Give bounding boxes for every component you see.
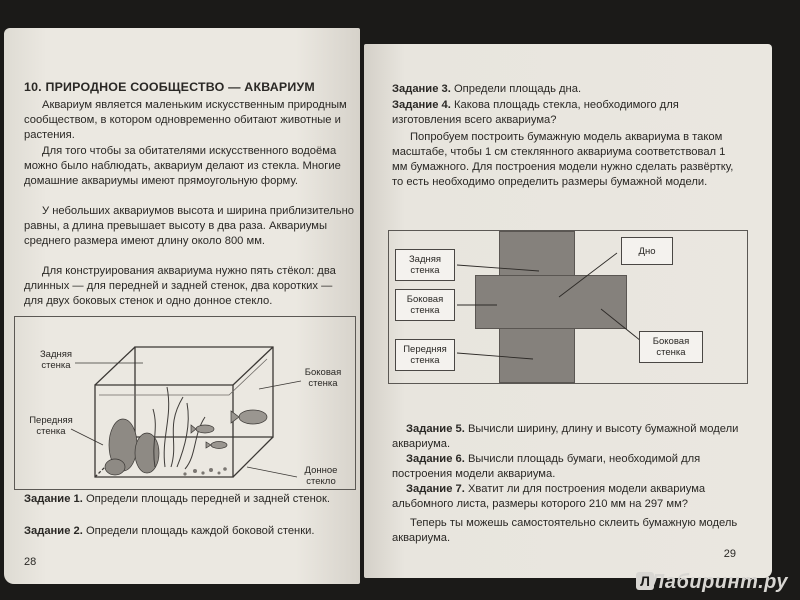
paragraph-2: Для того чтобы за обитателями искусственного водоёма можно было наблюдать, аквариум делают из стекла. Многие домашние аквариумы имеют прямоугольную форму. (24, 145, 341, 187)
task-3 (392, 82, 742, 97)
paragraph-4: Для конструирования аквариума нужно пять стёкол: два длинных — для передней и задней стенок, два коротких — для двух боковых стенок и одно донное стекло. (24, 265, 336, 307)
box-back-wall: Задняя стенка (395, 249, 455, 281)
watermark: Лабиринт.ру (650, 571, 788, 593)
task-2-text: Определи площадь каждой боковой стенки. (85, 525, 315, 537)
section-title: 10. ПРИРОДНОЕ СООБЩЕСТВО — АКВАРИУМ (24, 80, 315, 94)
task-5 (392, 422, 742, 452)
right-page (364, 44, 772, 578)
task-5-label: Задание 5. (406, 423, 465, 435)
label-bottom-glass: Донное стекло (304, 465, 338, 487)
page-number-right: 29 (723, 548, 736, 560)
watermark-logo-icon: Л (636, 572, 654, 590)
task-7-text: Хватит ли для построения модели аквариума альбомного листа, размеры которого 210 мм на 297 мм? (392, 483, 706, 510)
task-3-label: Задание 3. (392, 83, 451, 95)
box-front-wall: Передняя стенка (395, 339, 455, 371)
paragraph-1: Аквариум является маленьким искусственным природным сообществом, в котором одновременно обитают животные и растения. (24, 99, 347, 141)
paragraph-3: У небольших аквариумов высота и ширина приблизительно равны, а длина превышает высоту в два раза. Аквариумы среднего размера имеют длину около 800 мм. (24, 205, 354, 247)
task-4 (392, 98, 742, 128)
task-3-text: Определи площадь дна. (453, 83, 582, 95)
task-6 (392, 452, 742, 482)
box-bottom: Дно (621, 237, 673, 265)
task-2-label: Задание 2. (24, 525, 83, 537)
task-1-text: Определи площадь передней и задней стенок. (85, 493, 330, 505)
task-2 (24, 524, 354, 539)
label-side-wall: Боковая стенка (304, 367, 342, 389)
box-side-wall-right: Боковая стенка (639, 331, 703, 363)
box-side-wall: Боковая стенка (395, 289, 455, 321)
aquarium-drawing (15, 317, 355, 489)
task-7-label: Задание 7. (406, 483, 465, 495)
label-back-wall: Задняя стенка (39, 349, 73, 371)
left-page (4, 28, 360, 584)
aquarium-figure (14, 316, 356, 490)
net-diagram (388, 230, 748, 384)
label-front-wall: Передняя стенка (29, 415, 73, 437)
task-5-text: Вычисли ширину, длину и высоту бумажной модели аквариума. (392, 423, 739, 450)
task-6-text: Вычисли площадь бумаги, необходимой для построения модели аквариума. (392, 453, 701, 480)
task-4-label: Задание 4. (392, 99, 451, 111)
task-1 (24, 492, 354, 507)
task-7 (392, 482, 742, 512)
page-number-left: 28 (24, 556, 37, 568)
closing-text: Теперь ты можешь самостоятельно склеить бумажную модель аквариума. (392, 517, 738, 544)
task-4-text: Какова площадь стекла, необходимого для изготовления всего аквариума? (392, 99, 679, 126)
paragraph-model: Попробуем построить бумажную модель аквариума в таком масштабе, чтобы 1 см стеклянного аквариума соответствовал 1 мм бумажного. Для построения модели нужно сделать развёртку, то есть необходимо определить размеры бумажной модели. (392, 131, 734, 188)
task-1-label: Задание 1. (24, 493, 83, 505)
task-6-label: Задание 6. (406, 453, 465, 465)
